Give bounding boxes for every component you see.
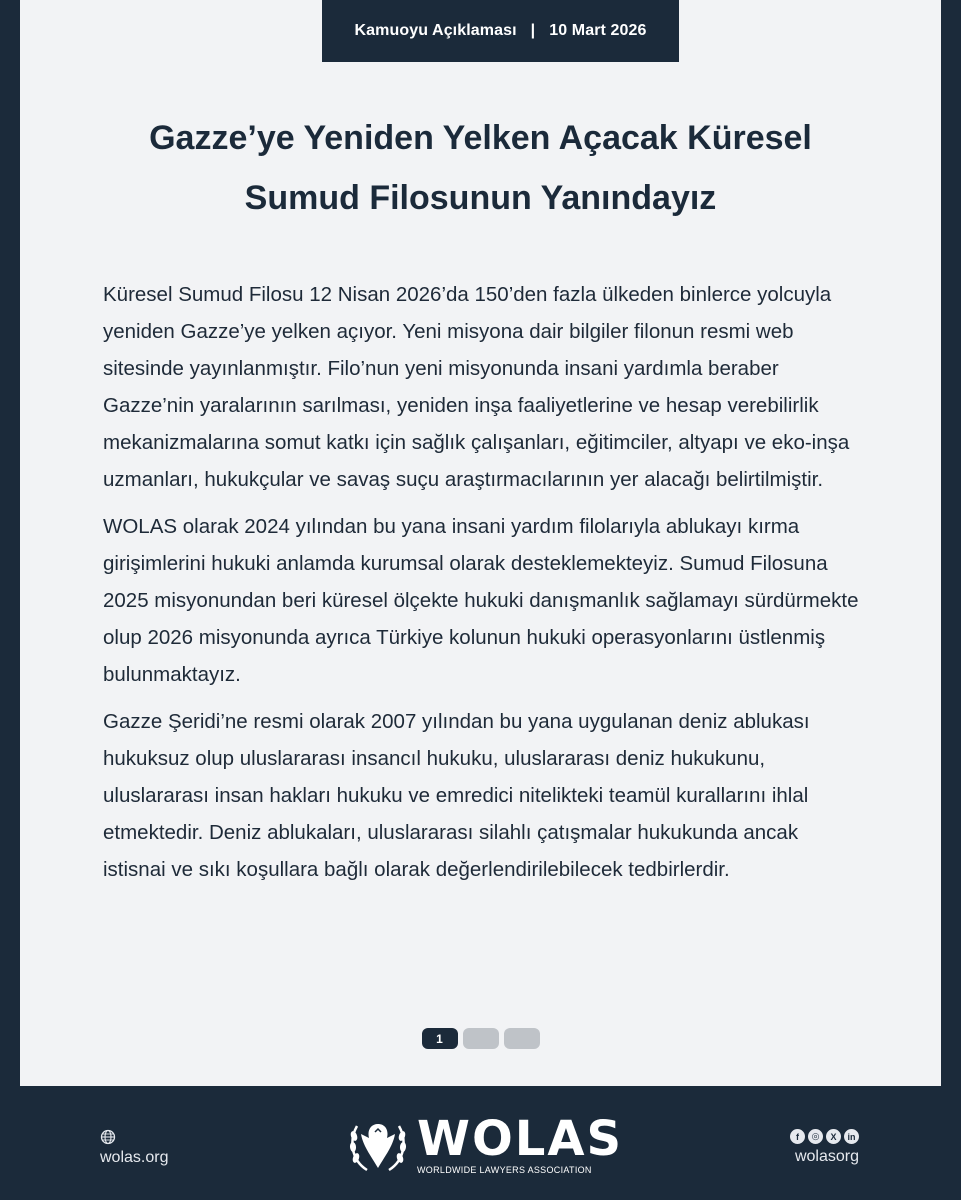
footer xyxy=(0,1086,961,1200)
brand-subtitle: WORLDWIDE LAWYERS ASSOCIATION xyxy=(417,1165,592,1175)
statement-body xyxy=(103,276,863,898)
statement-card xyxy=(20,0,941,1086)
website-block xyxy=(100,1129,168,1167)
paragraph-1: Küresel Sumud Filosu 12 Nisan 2026’da 150’den fazla ülkeden binlerce yolcuyla yeniden Gazze’ye yelken açıyor. Yeni misyona dair bilgiler filonun resmi web sitesinde yayınlanmıştır. Filo’nun yeni misyonunda insani yardımla beraber Gazze’nin yaralarının sarılması, yeniden inşa faaliyetlerine ve hesap verebilirlik mekanizmalarına somut katkı için sağlık çalışanları, eğitimciler, altyapı ve eko-inşa uzmanları, hukukçular ve savaş suçu araştırmacılarının yer alacağı belirtilmiştir. xyxy=(103,283,850,491)
title-line-2: Sumud Filosunun Yanındayız xyxy=(244,179,717,217)
category-label: Kamuoyu Açıklaması xyxy=(354,22,517,39)
paragraph-2: WOLAS olarak 2024 yılından bu yana insani yardım filolarıyla ablukayı kırma girişimlerini hukuki anlamda kurumsal olarak desteklemekteyiz. Sumud Filosuna 2025 misyonundan beri küresel ölçekte hukuki danışmanlık sağlamayı sürdürmekte olup 2026 misyonunda ayrıca Türkiye kolunun hukuki operasyonlarını üstlenmiş bulunmaktayız. xyxy=(103,515,859,686)
instagram-icon[interactable]: ◎ xyxy=(808,1129,823,1144)
wolas-logo xyxy=(345,1110,625,1180)
x-icon[interactable]: X xyxy=(826,1129,841,1144)
page-title xyxy=(80,108,881,228)
brand-name: WOLAS xyxy=(417,1111,624,1167)
title-line-1: Gazze’ye Yeniden Yelken Açacak Küresel xyxy=(149,119,812,157)
social-icons xyxy=(790,1129,859,1144)
linkedin-icon[interactable]: in xyxy=(844,1129,859,1144)
page-dot-2[interactable] xyxy=(463,1028,499,1049)
date-label: 10 Mart 2026 xyxy=(549,22,647,39)
website-link[interactable]: wolas.org xyxy=(100,1149,169,1166)
page-dot-3[interactable] xyxy=(504,1028,540,1049)
page-dot-1[interactable]: 1 xyxy=(422,1028,458,1049)
social-handle[interactable]: wolasorg xyxy=(794,1148,859,1165)
facebook-icon[interactable]: f xyxy=(790,1129,805,1144)
paragraph-3: Gazze Şeridi’ne resmi olarak 2007 yılından bu yana uygulanan deniz ablukası hukuksuz olup uluslararası insancıl hukuku, uluslararası deniz hukukunu, uluslararası insan hakları hukuku ve emredici nitelikteki teamül kurallarını ihlal etmektedir. Deniz ablukaları, uluslararası silahlı çatışmalar hukukunda ancak istisnai ve sıkı koşullara bağlı olarak değerlendirilebilecek tedbirlerdir. xyxy=(103,710,810,881)
header-tag xyxy=(322,0,679,62)
globe-icon xyxy=(100,1129,116,1145)
header-separator: | xyxy=(530,22,536,39)
eagle-wreath-icon xyxy=(345,1112,411,1178)
logo-text xyxy=(417,1111,624,1175)
page-indicator xyxy=(20,1028,941,1049)
social-block xyxy=(790,1129,859,1166)
